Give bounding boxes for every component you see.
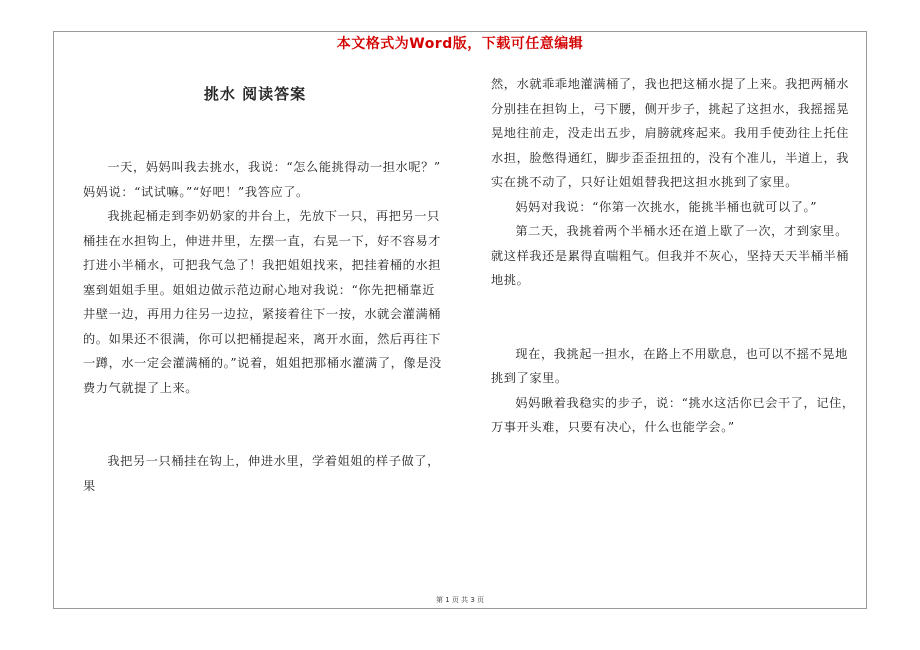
body-paragraph: 妈妈对我说：“你第一次挑水，能挑半桶也就可以了。”: [515, 199, 818, 214]
body-paragraph: 第二天，我挑着两个半桶水还在道上歇了一次，才到家里。就这样我还是累得直喘粗气。但我并不灰心，坚持天天半桶半桶地挑。: [491, 224, 850, 287]
body-paragraph: 妈妈说：“试试嘛。”“好吧！”我答应了。: [83, 184, 309, 199]
word-format-banner: 本文格式为Word版，下载可任意编辑: [336, 36, 584, 52]
body-paragraph: 我把另一只桶挂在钩上，伸进水里，学着姐姐的样子做了，果: [83, 454, 440, 493]
paragraph-spacer: [83, 400, 447, 449]
article-title: 挑水 阅读答案: [203, 85, 307, 103]
body-paragraph: 一天，妈妈叫我去挑水，我说：“怎么能挑得动一担水呢？”: [107, 160, 441, 174]
body-paragraph: 妈妈瞅着我稳实的步子，说：“挑水这活你已会干了，记住，万事开头难，只要有决心，什么也能学会。”: [491, 395, 855, 434]
body-paragraph: 然，水就乖乖地灌满桶了，我也把这桶水提了上来。我把两桶水分别挂在担钩上，弓下腰，侧开步子，挑起了这担水，我摇摇晃晃地往前走，没走出五步，肩膀就疼起来。我用手使劲往上托住水担，脸憋得通红，脚步歪歪扭扭的，没有个准儿，半道上，我实在挑不动了，只好让姐姐替我把这担水挑到了家里。: [491, 77, 850, 189]
body-paragraph: 我挑起桶走到李奶奶家的井台上，先放下一只，再把另一只桶挂在水担钩上，伸进井里，左摆一直，右晃一下，好不容易才打进小半桶水，可把我气急了！我把姐姐找来，把挂着桶的水担塞到姐姐手里。姐姐边做示范边耐心地对我说：“你先把桶靠近井壁一边，再用力往另一边拉，紧接着往下一按，水就会灌满桶的。如果还不很满，你可以把桶提起来，离开水面，然后再往下一蹲，水一定会灌满桶的。”说着，姐姐把那桶水灌满了，像是没费力气就提了上来。: [83, 209, 442, 395]
left-column: [83, 155, 447, 498]
paragraph-spacer: [491, 293, 857, 342]
body-paragraph: 现在，我挑起一担水，在路上不用歇息，也可以不摇不晃地挑到了家里。: [491, 346, 848, 385]
right-column: [491, 72, 857, 440]
page-number-footer: 第 1 页 共 3 页: [435, 596, 485, 604]
